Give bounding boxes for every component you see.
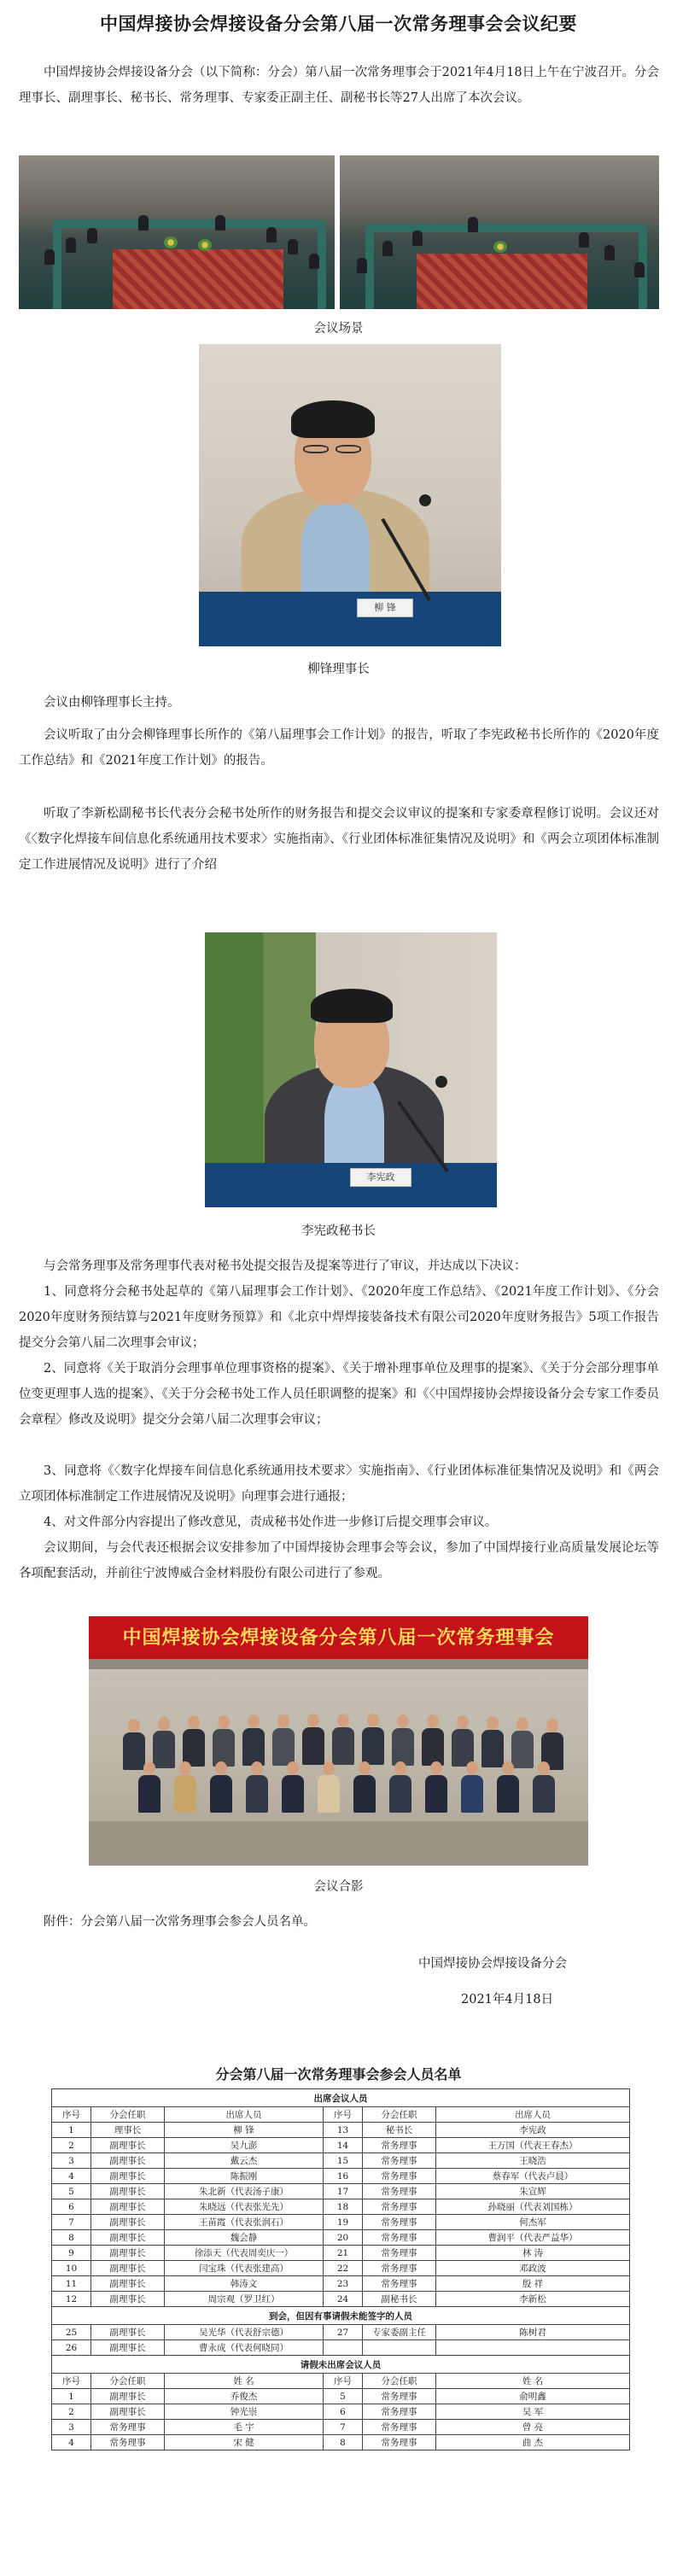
table-cell: 常务理事 (363, 2153, 436, 2169)
document-title: 中国焊接协会焊接设备分会第八届一次常务理事会会议纪要 (100, 13, 577, 34)
paragraph-reports: 会议听取了由分会柳锋理事长所作的《第八届理事会工作计划》的报告，听取了李宪政秘书长所作的《2020年度工作总结》和《2021年度工作计划》的报告。 (19, 728, 659, 768)
group-photo-banner: 中国焊接协会焊接设备分会第八届一次常务理事会 (89, 1616, 588, 1659)
table-row (52, 2153, 630, 2169)
table-cell: 常务理事 (363, 2199, 436, 2215)
table-cell: 副理事长 (91, 2138, 165, 2153)
table-cell: 副理事长 (91, 2230, 165, 2246)
table-cell: 副理事长 (91, 2404, 165, 2420)
table-row (52, 2199, 630, 2215)
table-cell: 常务理事 (91, 2420, 165, 2435)
signature-date: 2021年4月18日 (461, 1993, 554, 2006)
table-cell: 3 (52, 2153, 91, 2169)
table-cell: 副理事长 (91, 2325, 165, 2340)
table-cell: 副理事长 (91, 2199, 165, 2215)
intro-paragraph: 中国焊接协会焊接设备分会（以下简称：分会）第八届一次常务理事会于2021年4月18日上午在宁波召开。分会理事长、副理事长、秘书长、常务理事、专家委正副主任、副秘书长等27人出席了本次会议。 (19, 66, 659, 105)
table-row (52, 2123, 630, 2138)
table-cell: 6 (52, 2199, 91, 2215)
table-cell: 16 (324, 2169, 363, 2184)
group-caption: 会议合影 (313, 1880, 364, 1894)
table-cell: 4 (52, 2169, 91, 2184)
signature-org: 中国焊接协会焊接设备分会 (418, 1957, 567, 1971)
paragraph-finance: 听取了李新松副秘书长代表分会秘书处所作的财务报告和提交会议审议的提案和专家委章程修订说明。会议还对《〈数字化焊接车间信息化系统通用技术要求〉实施指南》、《行业团体标准征集情况及说明》和《两会立项团体标准制定工作进展情况及说明》进行了介绍 (19, 807, 659, 872)
resolution-4: 4、对文件部分内容提出了修改意见，责成秘书处作进一步修订后提交理事会审议。 (44, 1516, 498, 1529)
table-cell: 25 (52, 2325, 91, 2340)
table-cell: 5 (52, 2184, 91, 2199)
table-cell: 副秘书长 (363, 2292, 436, 2307)
table-cell: 蔡春军（代表卢晨） (436, 2169, 630, 2184)
table-cell: 常务理事 (363, 2246, 436, 2261)
meeting-scene-photo-left (19, 155, 335, 309)
table-cell: 朱北新（代表汤子康） (165, 2184, 324, 2199)
table-cell: 韩涛文 (165, 2276, 324, 2292)
table-cell: 序号 (52, 2374, 91, 2389)
paragraph-activities: 会议期间，与会代表还根据会议安排参加了中国焊接协会理事会等会议，参加了中国焊接行业高质量发展论坛等各项配套活动，并前往宁波博威合金材料股份有限公司进行了参观。 (19, 1541, 659, 1580)
table-cell: 吴 军 (436, 2404, 630, 2420)
table-cell: 吴九澎 (165, 2138, 324, 2153)
table-cell: 闫宝珠（代表张建高） (165, 2261, 324, 2276)
resolution-2: 2、同意将《关于取消分会理事单位理事资格的提案》、《关于增补理事单位及理事的提案》、《关于分会部分理事单位变更理事人选的提案》、《关于分会秘书处工作人员任职调整的提案》和《〈中国焊接协会焊接设备分会专家工作委员会章程〉修改及说明》提交分会第八届二次理事会审议； (19, 1362, 659, 1427)
table-cell: 出席人员 (436, 2107, 630, 2123)
table-cell: 副理事长 (91, 2340, 165, 2356)
paragraph-review: 与会常务理事及常务理事代表对秘书处提交报告及提案等进行了审议，并达成以下决议： (44, 1259, 527, 1273)
table-cell: 常务理事 (363, 2389, 436, 2404)
table-cell: 出席人员 (165, 2107, 324, 2123)
roster-title: 分会第八届一次常务理事会参会人员名单 (215, 2066, 462, 2082)
scene-caption: 会议场景 (313, 322, 364, 336)
table-cell: 宋 健 (165, 2435, 324, 2450)
resolution-1: 1、同意将分会秘书处起草的《第八届理事会工作计划》、《2020年度工作总结》、《2021年度工作计划》、《分会2020年度财务预结算与2021年度财务预算》和《北京中焊焊接装备技术有限公司2020年度财务报告》5项工作报告提交分会第八届二次理事会审议； (19, 1285, 659, 1350)
table-row (52, 2420, 630, 2435)
table-cell: 2 (52, 2138, 91, 2153)
table-row (52, 2325, 630, 2340)
table-cell: 22 (324, 2261, 363, 2276)
table-cell (363, 2340, 436, 2356)
table-cell: 姓 名 (165, 2374, 324, 2389)
table-cell: 孙晓丽（代表刘国栋） (436, 2199, 630, 2215)
section-present-label: 出席会议人员 (52, 2089, 630, 2107)
table-cell: 乔俊杰 (165, 2389, 324, 2404)
table-cell: 分会任职 (363, 2107, 436, 2123)
table-cell: 徐添天（代表周奕庆一） (165, 2246, 324, 2261)
table-cell: 殷 祥 (436, 2276, 630, 2292)
table-cell: 6 (324, 2404, 363, 2420)
table-cell: 9 (52, 2246, 91, 2261)
table-cell: 3 (52, 2420, 91, 2435)
table-cell: 18 (324, 2199, 363, 2215)
table-cell: 俞明鑫 (436, 2389, 630, 2404)
table-cell: 20 (324, 2230, 363, 2246)
table-cell (436, 2340, 630, 2356)
section-present-unsigned (52, 2307, 630, 2325)
table-cell: 魏会静 (165, 2230, 324, 2246)
table-cell: 副理事长 (91, 2184, 165, 2199)
table-cell: 邓政波 (436, 2261, 630, 2276)
table-row (52, 2215, 630, 2230)
paragraph-host: 会议由柳锋理事长主持。 (44, 696, 180, 710)
table-cell: 8 (52, 2230, 91, 2246)
table-cell: 曲 杰 (436, 2435, 630, 2450)
section-absent-label: 请假未出席会议人员 (52, 2356, 630, 2374)
table-cell: 常务理事 (363, 2420, 436, 2435)
chairman-caption: 柳锋理事长 (307, 663, 370, 676)
table-cell: 姓 名 (436, 2374, 630, 2389)
table-cell: 分会任职 (91, 2107, 165, 2123)
table-cell: 副理事长 (91, 2169, 165, 2184)
secretary-caption: 李宪政秘书长 (301, 1224, 376, 1238)
table-cell: 副理事长 (91, 2292, 165, 2307)
table-cell: 8 (324, 2435, 363, 2450)
table-cell: 26 (52, 2340, 91, 2356)
table-cell: 11 (52, 2276, 91, 2292)
table-cell: 常务理事 (363, 2261, 436, 2276)
secretary-photo (205, 932, 497, 1207)
table-cell: 周宗观（罗卫红） (165, 2292, 324, 2307)
chairman-photo (199, 344, 501, 646)
table-cell: 1 (52, 2389, 91, 2404)
table-cell: 戴云杰 (165, 2153, 324, 2169)
table-cell: 10 (52, 2261, 91, 2276)
table-cell: 副理事长 (91, 2276, 165, 2292)
table-cell: 专家委副主任 (363, 2325, 436, 2340)
table-cell: 常务理事 (91, 2435, 165, 2450)
table-row (52, 2261, 630, 2276)
table-cell: 毛 宇 (165, 2420, 324, 2435)
resolution-3: 3、同意将《〈数字化焊接车间信息化系统通用技术要求〉实施指南》、《行业团体标准征集情况及说明》和《两会立项团体标准制定工作进展情况及说明》向理事会进行通报； (19, 1464, 659, 1504)
table-cell: 7 (324, 2420, 363, 2435)
table-cell: 李新松 (436, 2292, 630, 2307)
table-header-row-absent (52, 2374, 630, 2389)
table-cell: 1 (52, 2123, 91, 2138)
table-cell: 朱宣辉 (436, 2184, 630, 2199)
table-cell: 陈树君 (436, 2325, 630, 2340)
table-cell: 4 (52, 2435, 91, 2450)
table-cell: 5 (324, 2389, 363, 2404)
attachment-note: 附件：分会第八届一次常务理事会参会人员名单。 (44, 1915, 316, 1929)
table-header-row (52, 2107, 630, 2123)
table-cell: 14 (324, 2138, 363, 2153)
table-cell: 分会任职 (363, 2374, 436, 2389)
table-cell: 序号 (324, 2374, 363, 2389)
table-cell: 林 涛 (436, 2246, 630, 2261)
table-cell: 序号 (324, 2107, 363, 2123)
table-cell: 李宪政 (436, 2123, 630, 2138)
table-cell: 17 (324, 2184, 363, 2199)
table-cell: 21 (324, 2246, 363, 2261)
table-row (52, 2435, 630, 2450)
section-present (52, 2089, 630, 2107)
table-cell: 何杰军 (436, 2215, 630, 2230)
table-row (52, 2184, 630, 2199)
group-photo (89, 1616, 588, 1866)
table-cell: 副理事长 (91, 2153, 165, 2169)
table-row (52, 2169, 630, 2184)
table-cell: 常务理事 (363, 2215, 436, 2230)
table-cell: 王晓浩 (436, 2153, 630, 2169)
table-cell: 13 (324, 2123, 363, 2138)
table-cell: 曹润平（代表严益华） (436, 2230, 630, 2246)
table-cell: 曾 亮 (436, 2420, 630, 2435)
table-cell: 2 (52, 2404, 91, 2420)
table-cell: 王万国（代表王春杰） (436, 2138, 630, 2153)
table-cell: 曹永成（代表何晓同） (165, 2340, 324, 2356)
table-row (52, 2389, 630, 2404)
table-cell: 副理事长 (91, 2389, 165, 2404)
secretary-nameplate: 李宪政 (350, 1168, 411, 1187)
section-present-unsigned-label: 到会，但因有事请假未能签字的人员 (52, 2307, 630, 2325)
table-cell: 12 (52, 2292, 91, 2307)
table-cell (324, 2340, 363, 2356)
table-cell: 秘书长 (363, 2123, 436, 2138)
table-cell: 常务理事 (363, 2276, 436, 2292)
table-row (52, 2404, 630, 2420)
table-cell: 7 (52, 2215, 91, 2230)
section-absent (52, 2356, 630, 2374)
table-cell: 柳 锋 (165, 2123, 324, 2138)
table-cell: 常务理事 (363, 2138, 436, 2153)
table-cell: 副理事长 (91, 2215, 165, 2230)
table-cell: 钟光崇 (165, 2404, 324, 2420)
table-cell: 朱晓远（代表张光先） (165, 2199, 324, 2215)
table-cell: 常务理事 (363, 2404, 436, 2420)
meeting-scene-photo-right (340, 155, 659, 309)
table-row (52, 2292, 630, 2307)
table-cell: 副理事长 (91, 2246, 165, 2261)
table-cell: 理事长 (91, 2123, 165, 2138)
table-cell: 常务理事 (363, 2435, 436, 2450)
table-row (52, 2138, 630, 2153)
table-cell: 常务理事 (363, 2184, 436, 2199)
table-cell: 常务理事 (363, 2230, 436, 2246)
table-cell: 23 (324, 2276, 363, 2292)
table-cell: 分会任职 (91, 2374, 165, 2389)
table-cell: 王苗霞（代表张润石） (165, 2215, 324, 2230)
table-row (52, 2340, 630, 2356)
table-cell: 陈振刚 (165, 2169, 324, 2184)
table-cell: 常务理事 (363, 2169, 436, 2184)
table-cell: 吴光华（代表舒宗德） (165, 2325, 324, 2340)
table-cell: 24 (324, 2292, 363, 2307)
table-row (52, 2276, 630, 2292)
table-cell: 19 (324, 2215, 363, 2230)
table-row (52, 2230, 630, 2246)
table-row (52, 2246, 630, 2261)
chairman-nameplate: 柳 锋 (357, 599, 413, 617)
table-cell: 序号 (52, 2107, 91, 2123)
table-cell: 副理事长 (91, 2261, 165, 2276)
table-cell: 15 (324, 2153, 363, 2169)
attendee-table (51, 2088, 630, 2450)
table-cell: 27 (324, 2325, 363, 2340)
